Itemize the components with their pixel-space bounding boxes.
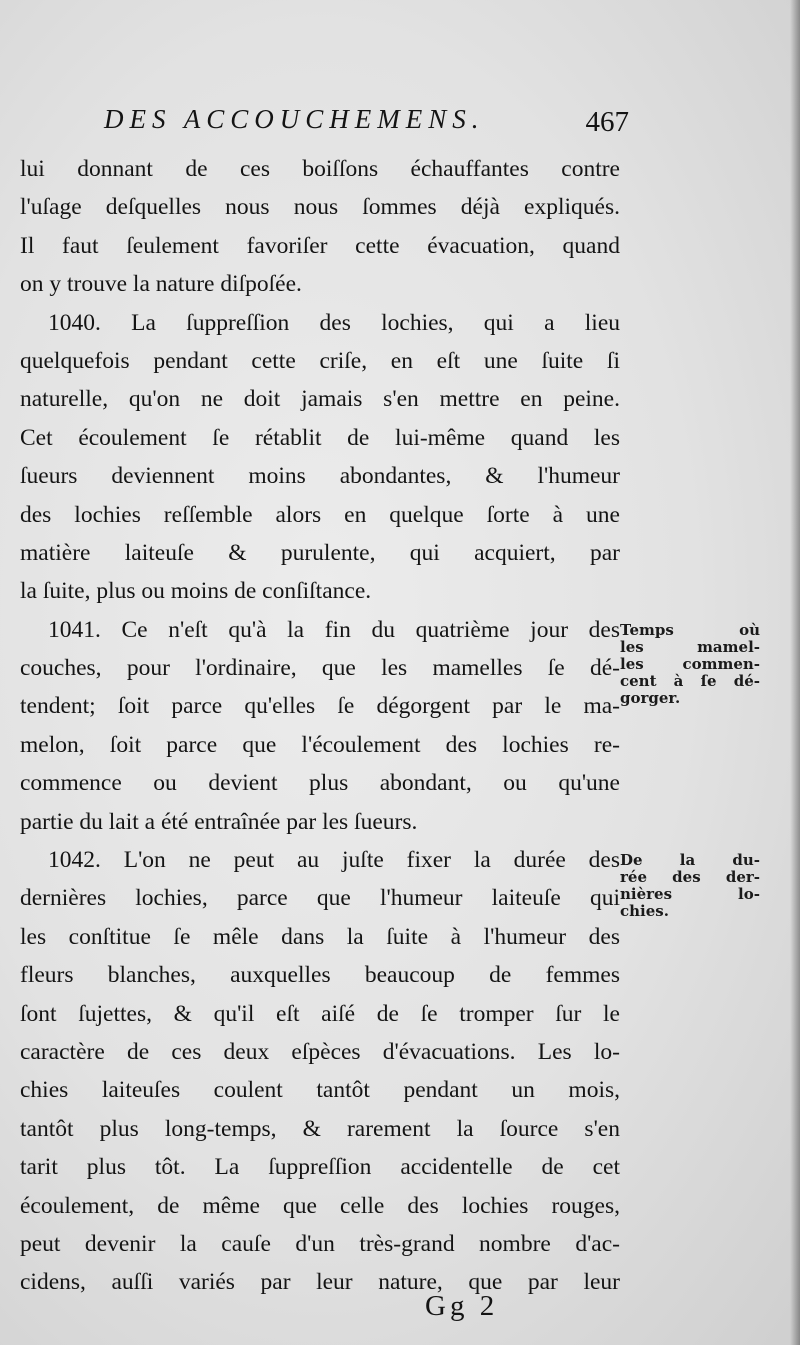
text-line: la ſuite, plus ou moins de conſiſtance. <box>20 578 372 605</box>
margin-note-line: nières lo- <box>620 885 760 903</box>
text-line: dernières lochies, parce que l'humeur laiteuſe qui <box>20 885 620 912</box>
margin-note-line: les commen- <box>620 655 760 673</box>
text-line: les conſtitue ſe mêle dans la ſuite à l'humeur des <box>20 923 620 950</box>
paragraph-1040-start: 1040. La ſuppreſſion des lochies, qui a lieu <box>48 309 620 336</box>
text-line: tarit plus tôt. La ſuppreſſion accidentelle de cet <box>20 1154 620 1181</box>
text-line: on y trouve la nature diſpoſée. <box>20 271 302 298</box>
page-header <box>104 104 629 140</box>
page-number: 467 <box>585 106 629 138</box>
text-line: melon, ſoit parce que l'écoulement des lochies re- <box>20 731 620 758</box>
text-line: Il faut ſeulement favoriſer cette évacuation, quand <box>20 232 620 259</box>
text-line: ſont ſujettes, & qu'il eſt aiſé de ſe tromper ſur le <box>20 1000 620 1027</box>
text-line: lui donnant de ces boiſſons échauffantes contre <box>20 156 620 182</box>
margin-note-line: chies. <box>620 902 669 920</box>
main-text <box>20 150 620 1302</box>
text-line: Cet écoulement ſe rétablit de lui-même quand les <box>20 424 620 451</box>
paragraph-1042-start: 1042. L'on ne peut au juſte fixer la durée des <box>48 847 620 874</box>
margin-note-mamelles <box>620 622 760 707</box>
text-line: tendent; ſoit parce qu'elles ſe dégorgent par le ma- <box>20 693 620 720</box>
margin-note-line: cent à ſe dé- <box>620 672 760 690</box>
text-line: commence ou devient plus abondant, ou qu'une <box>20 770 620 797</box>
text-line: chies laiteuſes coulent tantôt pendant un mois, <box>20 1077 620 1104</box>
signature-mark: Gg 2 <box>425 1290 499 1322</box>
margin-note-line: De la du- <box>620 851 760 869</box>
page-edge-shadow <box>790 0 800 1345</box>
text-line: écoulement, de même que celle des lochies rouges, <box>20 1192 620 1219</box>
text-line: fleurs blanches, auxquelles beaucoup de femmes <box>20 962 620 989</box>
text-line: tantôt plus long-temps, & rarement la ſource s'en <box>20 1115 620 1142</box>
text-line: l'uſage deſquelles nous nous ſommes déjà expliqués. <box>20 194 620 221</box>
paragraph-1041-start: 1041. Ce n'eſt qu'à la fin du quatrième jour des <box>48 616 620 643</box>
text-line: des lochies reſſemble alors en quelque ſorte à une <box>20 501 620 528</box>
margin-note-line: les mamel- <box>620 638 760 656</box>
margin-note-line: gorger. <box>620 689 681 707</box>
text-line: naturelle, qu'on ne doit jamais s'en mettre en peine. <box>20 386 620 413</box>
text-line: cidens, auſſi variés par leur nature, que par leur <box>20 1269 620 1296</box>
text-line: caractère de ces deux eſpèces d'évacuations. Les lo- <box>20 1038 620 1065</box>
margin-note-lochies <box>620 852 760 920</box>
text-line: matière laiteuſe & purulente, qui acquiert, par <box>20 539 620 566</box>
text-line: partie du lait a été entraînée par les ſueurs. <box>20 808 418 835</box>
text-line: ſueurs deviennent moins abondantes, & l'humeur <box>20 463 620 490</box>
text-line: couches, pour l'ordinaire, que les mamelles ſe dé- <box>20 655 620 682</box>
text-line: quelquefois pendant cette criſe, en eſt une ſuite ſi <box>20 347 620 374</box>
margin-note-line: Temps où <box>620 621 760 639</box>
text-line: peut devenir la cauſe d'un très-grand nombre d'ac- <box>20 1230 620 1257</box>
margin-note-line: rée des der- <box>620 868 760 886</box>
running-head: DES ACCOUCHEMENS. <box>104 104 485 134</box>
